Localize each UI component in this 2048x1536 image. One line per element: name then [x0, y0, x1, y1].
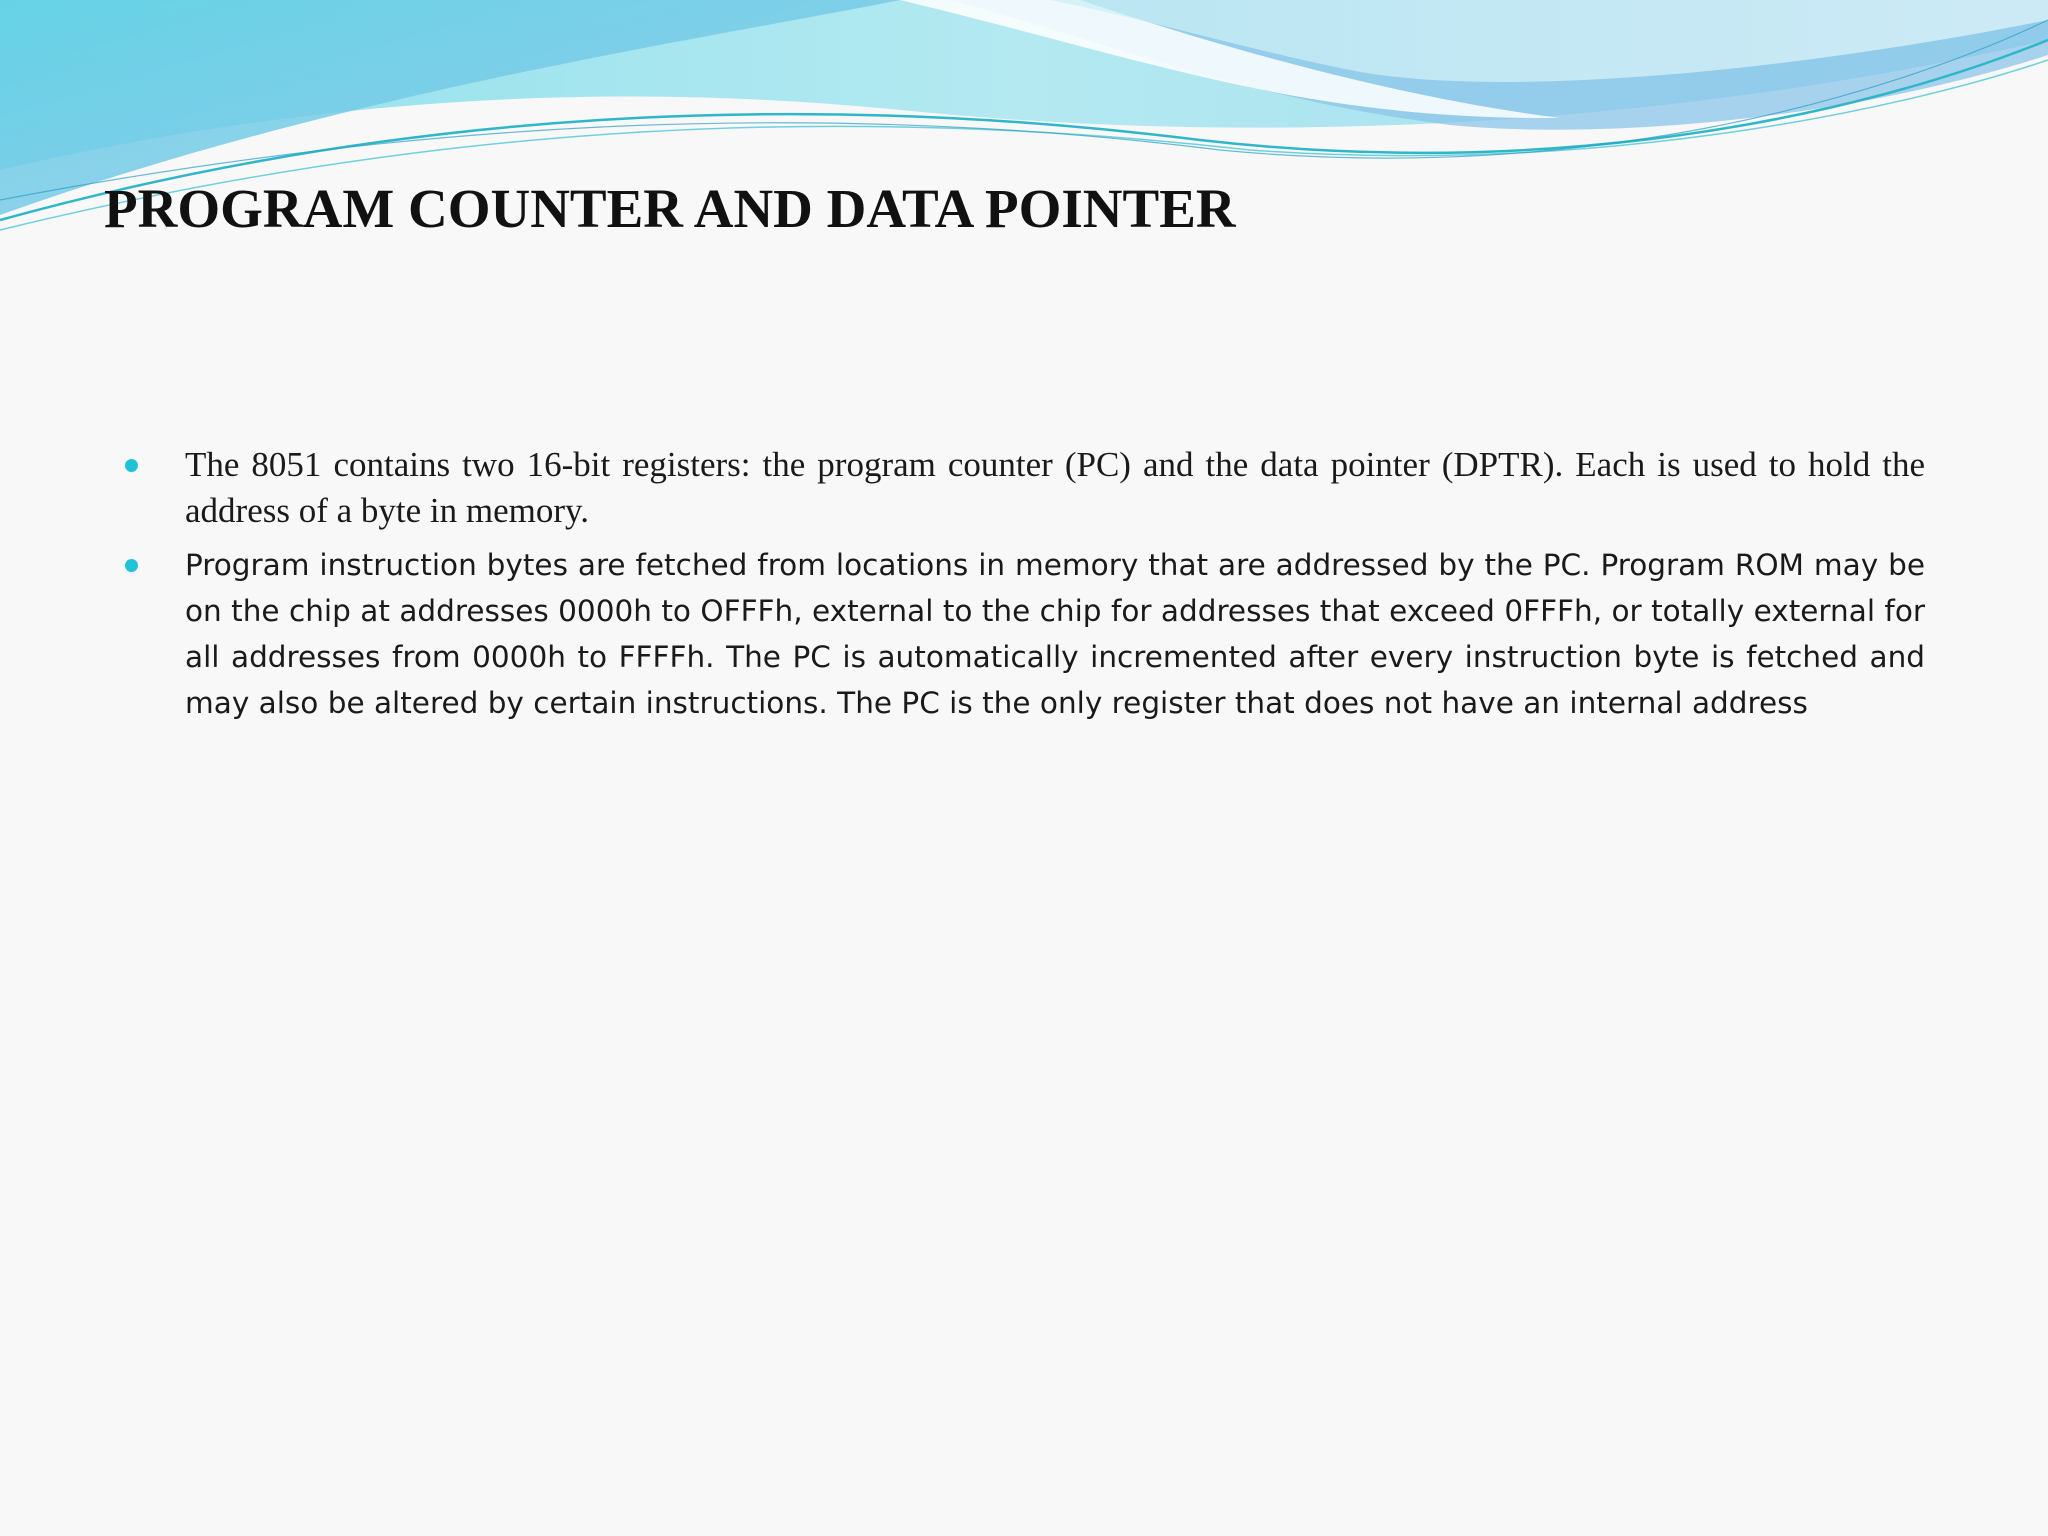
slide-title: PROGRAM COUNTER AND DATA POINTER: [104, 178, 1236, 239]
bullet-item: [185, 442, 1925, 534]
bullet-text: Program instruction bytes are fetched from locations in memory that are addressed by the PC. Program ROM may be on the chip at addresses 0000h to OFFFh, external to the chip for addresses that exceed 0FFFh, or totally external for all addresses from 0000h to FFFFh. The PC is automatically incremented after every instruction byte is fetched and may also be altered by certain instructions. The PC is the only register that does not have an internal address: [185, 548, 1925, 720]
bullet-list: [0, 442, 2048, 726]
bullet-item: [185, 542, 1925, 726]
bullet-text: The 8051 contains two 16-bit registers: the program counter (PC) and the data pointer (DPTR). Each is used to hold the address of a byte in memory.: [185, 445, 1925, 530]
bullet-dot-icon: [125, 459, 138, 472]
bullet-dot-icon: [125, 559, 138, 572]
